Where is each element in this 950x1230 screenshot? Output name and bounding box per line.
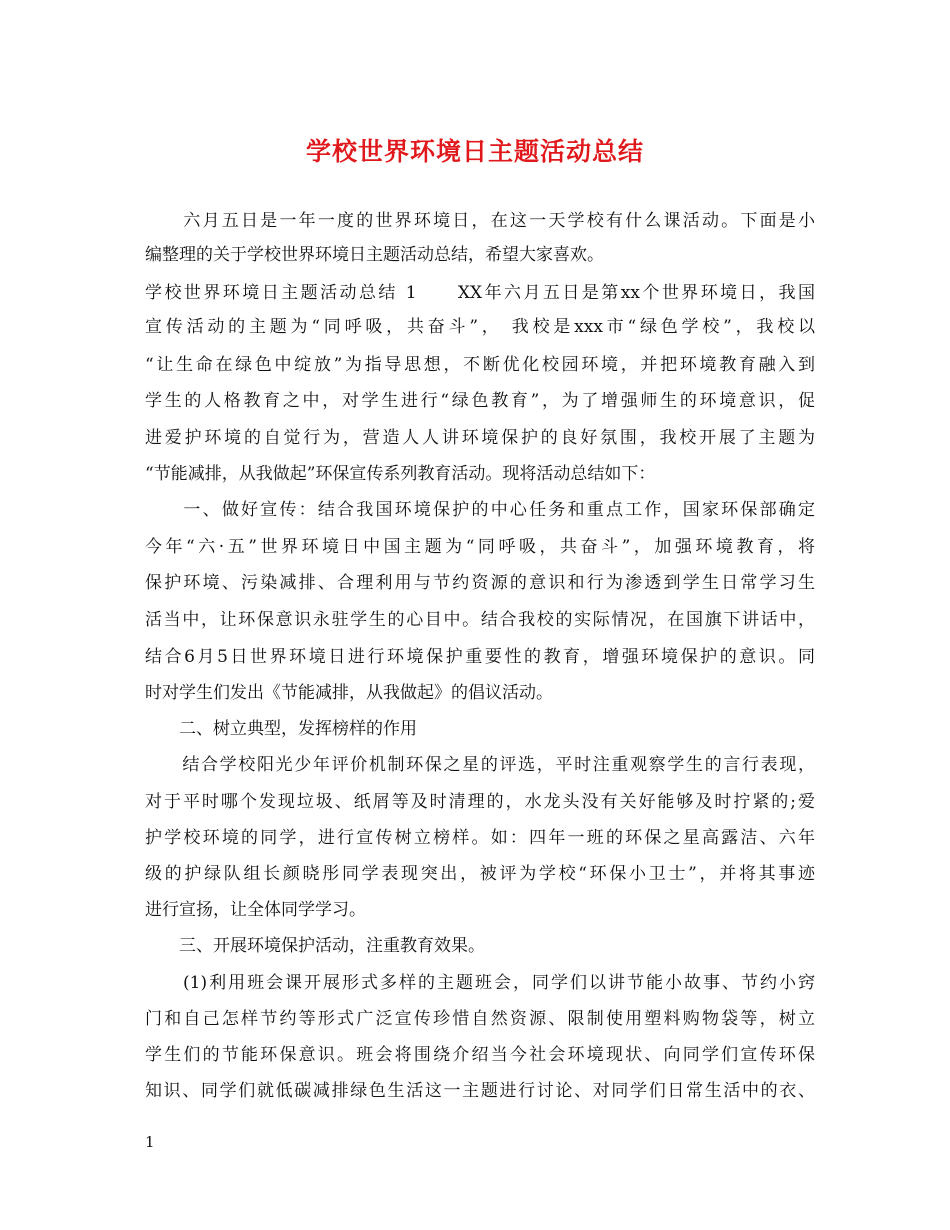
text-line: 门和自己怎样节约等形式广泛宣传珍惜自然资源、限制使用塑料购物袋等，树立 (145, 1009, 815, 1029)
text-line: 护学校环境的同学，进行宣传树立榜样。如：四年一班的环保之星高露洁、六年 (145, 828, 815, 848)
text-line: 保护环境、污染减排、合理利用与节约资源的意识和行为渗透到学生日常学习生 (145, 573, 815, 593)
page-number: 1 (145, 1133, 155, 1151)
text-line: 活当中，让环保意识永驻学生的心目中。结合我校的实际情况，在国旗下讲话中， (145, 610, 815, 630)
text-line: 学校世界环境日主题活动总结 1 XX年六月五日是第xx个世界环境日，我国 (145, 283, 815, 303)
text-line: 时对学生们发出《节能减排，从我做起》的倡议活动。 (145, 683, 553, 703)
text-line: 进行宣扬，让全体同学学习。 (145, 900, 366, 920)
text-line: 宣传活动的主题为“同呼吸，共奋斗”， 我校是xxx市“绿色学校”，我校以 (145, 317, 815, 337)
text-line: 三、开展环境保护活动，注重教育效果。 (145, 936, 485, 956)
text-line: “节能减排，从我做起”环保宣传系列教育活动。现将活动总结如下： (145, 464, 656, 484)
text-line: 结合6月5日世界环境日进行环境保护重要性的教育，增强环境保护的意识。同 (145, 647, 815, 667)
text-line: 二、树立典型，发挥榜样的作用 (145, 719, 417, 739)
text-line: 编整理的关于学校世界环境日主题活动总结，希望大家喜欢。 (145, 245, 604, 265)
text-line: 级的护绿队组长颜晓彤同学表现突出，被评为学校“环保小卫士”，并将其事迹 (145, 864, 815, 884)
text-line: 知识、同学们就低碳减排绿色生活这一主题进行讨论、对同学们日常生活中的衣、 (145, 1081, 815, 1101)
text-line: 进爱护环境的自觉行为，营造人人讲环境保护的良好氛围，我校开展了主题为 (145, 428, 815, 448)
document-title: 学校世界环境日主题活动总结 (305, 137, 644, 166)
text-line: 对于平时哪个发现垃圾、纸屑等及时清理的，水龙头没有关好能够及时拧紧的;爱 (145, 792, 815, 812)
text-line: 学生们的节能环保意识。班会将围绕介绍当今社会环境现状、向同学们宣传环保 (145, 1045, 815, 1065)
text-line: (1)利用班会课开展形式多样的主题班会，同学们以讲节能小故事、节约小窍 (145, 973, 815, 993)
text-line: “让生命在绿色中绽放”为指导思想，不断优化校园环境，并把环境教育融入到 (145, 355, 815, 375)
text-line: 结合学校阳光少年评价机制环保之星的评选，平时注重观察学生的言行表现， (145, 755, 815, 775)
text-line: 一、做好宣传：结合我国环境保护的中心任务和重点工作，国家环保部确定 (145, 500, 815, 520)
text-line: 今年“六·五”世界环境日中国主题为“同呼吸，共奋斗”，加强环境教育，将 (145, 537, 815, 557)
text-line: 学生的人格教育之中，对学生进行“绿色教育”，为了增强师生的环境意识，促 (145, 391, 815, 411)
text-line: 六月五日是一年一度的世界环境日，在这一天学校有什么课活动。下面是小 (145, 211, 815, 231)
